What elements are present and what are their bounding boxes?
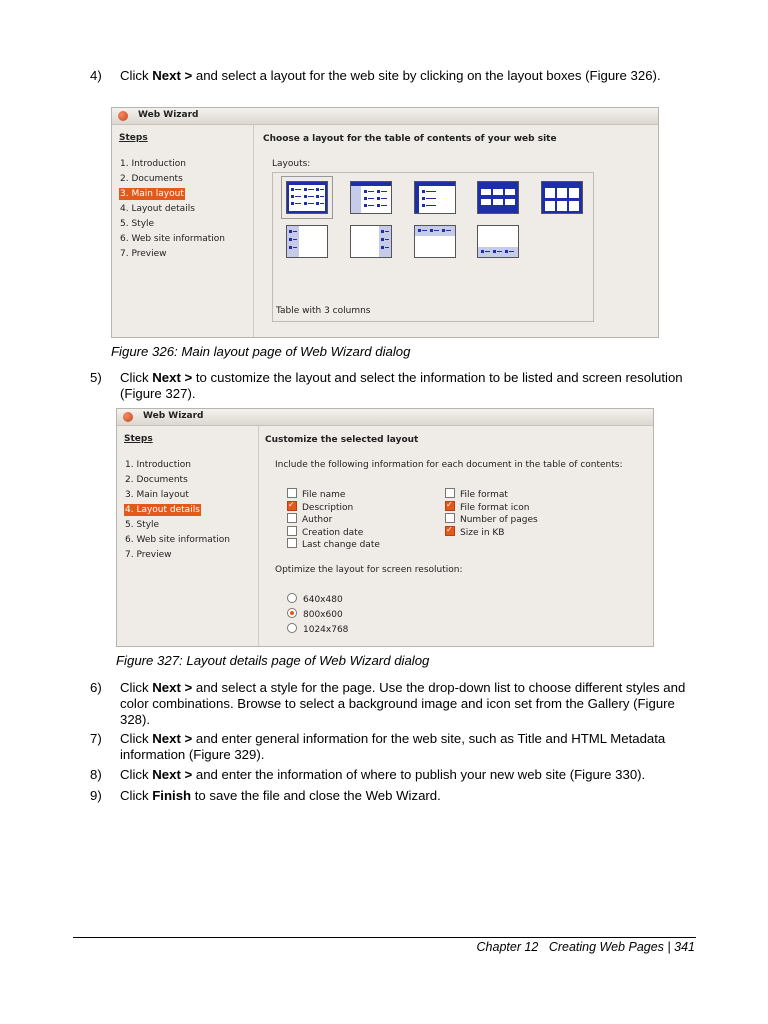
page-number: 341 [674,940,695,954]
checkbox-box[interactable] [445,526,455,536]
checkbox-creation-date[interactable] [287,526,363,538]
step-9 [90,788,700,804]
checkbox-box[interactable] [287,501,297,511]
layout-thumb-left-sidebar[interactable] [286,225,328,258]
figure-327-caption: Figure 327: Layout details page of Web Wizard dialog [116,653,430,668]
resolution-label: Optimize the layout for screen resolution: [275,565,463,575]
step-item-web-site-information[interactable]: 6. Web site information [120,234,225,244]
step-number: 4) [90,68,102,83]
step-item-preview[interactable]: 7. Preview [125,550,172,560]
step-bold: Finish [152,788,192,803]
checkbox-author[interactable] [287,513,332,525]
layout-thumb-right-sidebar[interactable] [350,225,392,258]
step-item-introduction[interactable]: 1. Introduction [120,159,186,169]
page-footer: Chapter 12 Creating Web Pages | 341 [476,940,695,954]
step-4 [90,68,700,84]
step-item-layout-details[interactable]: 4. Layout details [125,505,200,515]
checkbox-box[interactable] [287,526,297,536]
step-item-introduction[interactable]: 1. Introduction [125,460,191,470]
checkbox-last-change-date[interactable] [287,538,380,550]
step-text-rest: to customize the layout and select the information to be listed and screen resolution (Figure 327). [120,370,683,401]
step-text: Click [120,680,153,695]
step-item-preview[interactable]: 7. Preview [120,249,167,259]
step-number: 8) [90,767,102,782]
web-wizard-dialog-layout [111,107,659,338]
radio-640x480[interactable] [287,593,343,605]
step-number: 9) [90,788,102,803]
checkbox-box[interactable] [287,538,297,548]
step-text: Click [120,788,153,803]
checkbox-label: Description [302,503,354,513]
step-text-rest: and select a layout for the web site by clicking on the layout boxes (Figure 326). [192,68,661,83]
step-item-style[interactable]: 5. Style [120,219,155,229]
layouts-label: Layouts: [272,159,311,169]
checkbox-description[interactable] [287,501,353,513]
close-icon[interactable] [123,412,133,422]
footer-title: Creating Web Pages [548,940,664,954]
step-text-rest: and enter general information for the web site, such as Title and HTML Metadata information (Figure 329). [120,731,666,762]
radio-label: 640x480 [303,595,343,605]
page-heading: Choose a layout for the table of contents of your web site [263,134,557,144]
checkbox-label: File format [460,490,508,500]
step-item-web-site-information[interactable]: 6. Web site information [125,535,230,545]
checkbox-label: File format icon [460,503,530,513]
step-number: 7) [90,731,102,746]
checkbox-box[interactable] [287,488,297,498]
step-bold: Next > [152,731,193,746]
step-item-main-layout[interactable]: 3. Main layout [125,490,189,500]
step-item-main-layout[interactable]: 3. Main layout [120,189,184,199]
step-item-documents[interactable]: 2. Documents [125,475,188,485]
radio-dot[interactable] [287,623,297,633]
radio-dot[interactable] [287,608,297,618]
step-bold: Next > [152,767,193,782]
step-text-rest: and select a style for the page. Use the drop-down list to choose different styles and color combinations. Browse to select a background image and icon set from the Gallery (Figure 328). [120,680,686,727]
radio-dot[interactable] [287,593,297,603]
layout-thumb-icons[interactable] [541,181,583,214]
steps-panel [112,125,254,337]
step-bold: Next > [152,68,193,83]
step-text: Click [120,767,153,782]
steps-panel [117,426,259,646]
checkbox-label: Last change date [302,540,380,550]
checkbox-label: Size in KB [460,528,505,538]
layouts-list [272,172,594,322]
window-title: Web Wizard [143,411,204,421]
checkbox-box[interactable] [445,501,455,511]
step-6 [90,680,700,728]
checkbox-label: Number of pages [460,515,538,525]
step-8 [90,767,700,783]
layout-thumb-list[interactable] [414,181,456,214]
radio-label: 800x600 [303,610,343,620]
step-5 [90,370,700,402]
layout-thumb-top-bar[interactable] [414,225,456,258]
checkbox-label: File name [302,490,346,500]
footer-chapter: Chapter 12 [476,940,539,954]
step-item-style[interactable]: 5. Style [125,520,160,530]
checkbox-label: Creation date [302,528,364,538]
checkbox-number-of-pages[interactable] [445,513,538,525]
layout-thumb-2-columns[interactable] [350,181,392,214]
step-item-documents[interactable]: 2. Documents [120,174,183,184]
footer-divider [73,937,696,938]
checkbox-box[interactable] [287,513,297,523]
checkbox-file-format-icon[interactable] [445,501,529,513]
checkbox-box[interactable] [445,513,455,523]
layout-thumb-grid[interactable] [477,181,519,214]
step-text: Click [120,370,153,385]
checkbox-box[interactable] [445,488,455,498]
steps-heading: Steps [124,434,153,444]
step-text: Click [120,731,153,746]
step-number: 5) [90,370,102,385]
include-label: Include the following information for each document in the table of contents: [275,460,623,470]
step-text: Click [120,68,153,83]
figure-326-caption: Figure 326: Main layout page of Web Wizard dialog [111,344,411,359]
step-7 [90,731,700,763]
radio-label: 1024x768 [303,625,349,635]
checkbox-size-in-kb[interactable] [445,526,504,538]
step-number: 6) [90,680,102,695]
radio-800x600[interactable] [287,608,343,620]
layout-thumb-bottom-bar[interactable] [477,225,519,258]
step-bold: Next > [152,370,193,385]
checkbox-file-format[interactable] [445,488,508,500]
checkbox-label: Author [302,515,333,525]
close-icon[interactable] [118,111,128,121]
layout-status: Table with 3 columns [276,306,371,316]
checkbox-file-name[interactable] [287,488,345,500]
step-bold: Next > [152,680,193,695]
titlebar [117,409,653,426]
radio-1024x768[interactable] [287,623,348,635]
steps-heading: Steps [119,133,148,143]
page-heading: Customize the selected layout [265,435,419,445]
step-text-rest: and enter the information of where to publish your new web site (Figure 330). [192,767,646,782]
step-text-rest: to save the file and close the Web Wizard. [191,788,441,803]
window-title: Web Wizard [138,110,199,120]
titlebar [112,108,658,125]
step-item-layout-details[interactable]: 4. Layout details [120,204,195,214]
layout-thumb-3-columns[interactable] [286,181,328,214]
web-wizard-dialog-layout-details [116,408,654,647]
